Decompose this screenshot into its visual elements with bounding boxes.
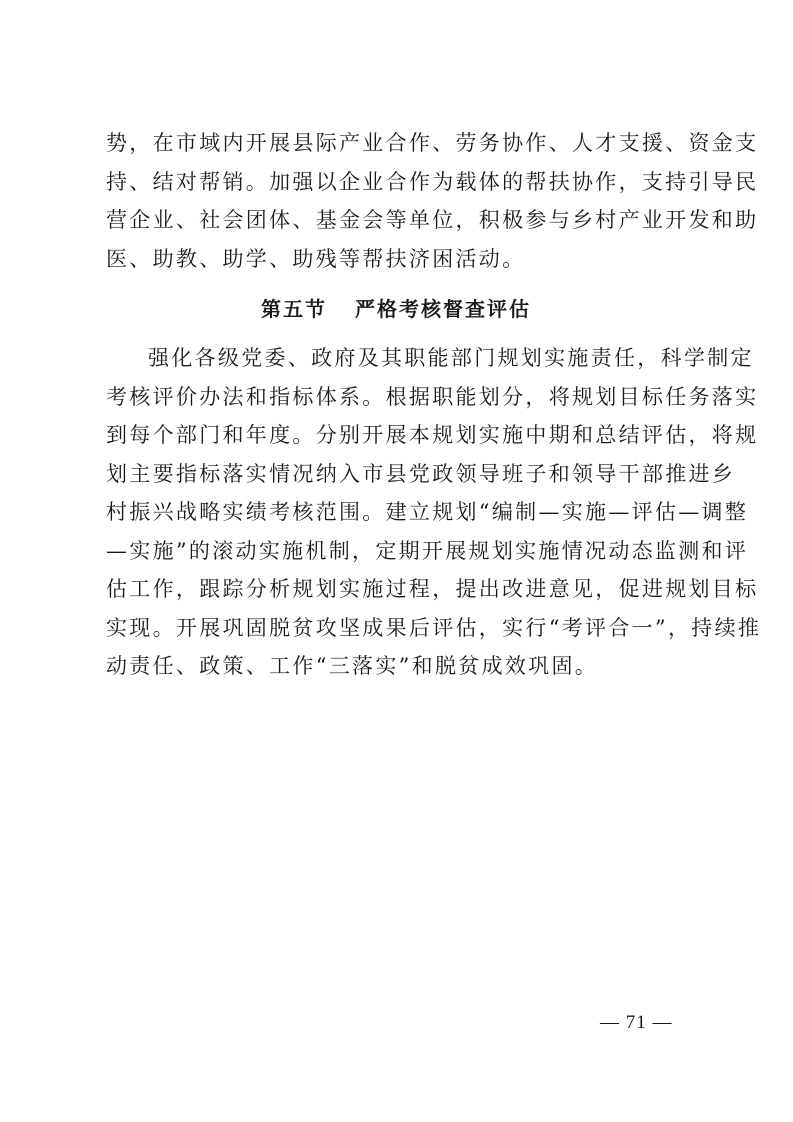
- paragraph-2-line: 考核评价办法和指标体系。根据职能划分，将规划目标任务落实: [106, 384, 759, 409]
- section-heading: [106, 290, 686, 328]
- section-title: 严格考核督查评估: [355, 297, 531, 321]
- paragraph-2-line: 划主要指标落实情况纳入市县党政领导班子和领导干部推进乡: [106, 461, 736, 486]
- paragraph-2-line: 动责任、政策、工作“三落实”和脱贫成效巩固。: [106, 654, 599, 678]
- paragraph-2-line: 估工作，跟踪分析规划实施过程，提出改进意见，促进规划目标: [106, 577, 759, 601]
- paragraph-1-line: 营企业、社会团体、基金会等单位，积极参与乡村产业开发和助: [106, 208, 759, 232]
- paragraph-2-line: 村振兴战略实绩考核范围。建立规划“编制—实施—评估—调整: [106, 500, 749, 524]
- paragraph-2-line: 强化各级党委、政府及其职能部门规划实施责任，科学制定: [148, 346, 754, 370]
- paragraph-1-line: 医、助教、助学、助残等帮扶济困活动。: [106, 246, 526, 271]
- paragraph-2: [106, 339, 762, 686]
- paragraph-2-line: —实施”的滚动实施机制，定期开展规划实施情况动态监测和评: [106, 538, 749, 563]
- paragraph-1-line: 持、结对帮销。加强以企业合作为载体的帮扶协作，支持引导民: [106, 169, 759, 194]
- page-number: — 71 —: [600, 1012, 673, 1033]
- paragraph-1-line: 势，在市域内开展县际产业合作、劳务协作、人才支援、资金支: [106, 131, 759, 155]
- paragraph-2-line: 实现。开展巩固脱贫攻坚成果后评估，实行“考评合一”，持续推: [106, 615, 762, 640]
- section-number: 第五节: [261, 297, 327, 321]
- paragraph-1: [106, 124, 759, 278]
- paragraph-2-line: 到每个部门和年度。分别开展本规划实施中期和总结评估，将规: [106, 423, 759, 447]
